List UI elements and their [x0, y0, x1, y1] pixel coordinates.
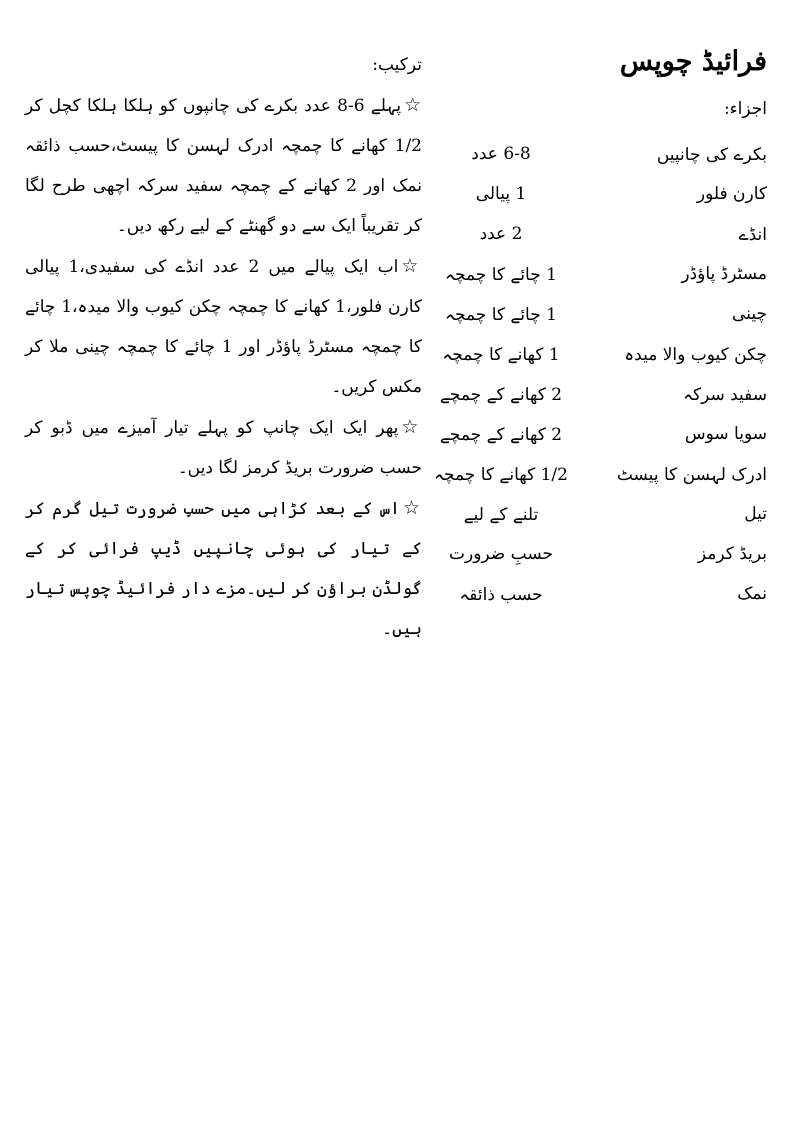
ingredient-name: چکن کیوب والا میدہ [624, 344, 767, 365]
star-bullet-icon: ☆ [401, 255, 423, 277]
method-step [25, 488, 422, 649]
ingredient-name: سویا سوس [684, 424, 767, 445]
method-heading: ترکیب: [372, 55, 422, 75]
ingredient-name: کارن فلور [696, 184, 767, 205]
method-step-text: اب ایک پیالے میں 2 عدد انڈے کی سفیدی،1 پیالی کارن فلور،1 کھانے کا چمچہ چکن کیوب والا میدہ،1 چائے کا چمچہ مسٹرڈ پاؤڈر اور 1 چائے کا چمچہ چینی ملا کر مکس کریں۔ [25, 257, 422, 397]
ingredient-quantity: 2 عدد [479, 224, 523, 245]
method-step-text: پہلے 6-8 عدد بکرے کی چانپوں کو ہلکا ہلکا کچل کر 1/2 کھانے کا چمچہ ادرک لہسن کا پیسٹ،حسب ذائقہ نمک اور 2 کھانے کے چمچہ سفید سرکہ اچھی طرح لگا کر تقریباً ایک سے دو گھنٹے کے لیے رکھ دیں۔ [25, 96, 422, 236]
ingredient-quantity: 1 کھانے کا چمچہ [442, 344, 560, 365]
ingredient-quantity: 6-8 عدد [471, 144, 531, 165]
ingredient-row [425, 214, 767, 254]
ingredient-name: ادرک لہسن کا پیسٹ [616, 464, 767, 485]
method-step [25, 246, 422, 407]
ingredient-quantity: 1 چائے کا چمچہ [445, 304, 557, 325]
ingredient-name: بریڈ کرمز [697, 544, 767, 565]
ingredient-quantity: حسب ذائقہ [459, 584, 543, 605]
ingredient-row [425, 374, 767, 414]
ingredient-name: انڈے [738, 224, 767, 245]
ingredient-row [425, 134, 767, 174]
ingredient-quantity: 1 چائے کا چمچہ [445, 264, 557, 285]
recipe-title: فرائیڈ چوپس [619, 46, 767, 77]
ingredient-name: مسٹرڈ پاؤڈر [681, 264, 767, 285]
ingredient-quantity: 1 پیالی [475, 184, 527, 205]
ingredient-row [425, 494, 767, 534]
ingredient-name: نمک [737, 584, 767, 605]
star-bullet-icon: ☆ [404, 94, 422, 116]
ingredient-row [425, 174, 767, 214]
ingredient-name: سفید سرکہ [683, 384, 767, 405]
ingredient-quantity: تلنے کے لیے [463, 504, 539, 525]
ingredients-column [425, 42, 767, 614]
method-step-text: اس کے بعد کڑاہی میں حسبِ ضرورت تیل گرم کر کے تیار کی ہوئی چانپیں ڈیپ فرائی کر کے گولڈن براؤن کر لیں۔مزے دار فرائیڈ چوپس تیار ہیں۔ [25, 499, 422, 639]
ingredient-quantity: 2 کھانے کے چمچے [439, 424, 563, 445]
ingredient-row [425, 454, 767, 494]
ingredient-row [425, 574, 767, 614]
star-bullet-icon: ☆ [403, 497, 422, 519]
method-column [25, 45, 422, 649]
ingredient-name: تیل [744, 504, 767, 525]
ingredient-row [425, 334, 767, 374]
star-bullet-icon: ☆ [401, 416, 422, 438]
method-step [25, 85, 422, 246]
ingredient-row [425, 254, 767, 294]
ingredient-name: چینی [732, 304, 767, 325]
ingredient-row [425, 534, 767, 574]
ingredient-quantity: 2 کھانے کے چمچے [439, 384, 563, 405]
ingredient-row [425, 294, 767, 334]
ingredient-quantity: 1/2 کھانے کا چمچہ [434, 464, 568, 485]
method-step-text: پھر ایک ایک چانپ کو پہلے تیار آمیزے میں ڈبو کر حسب ضرورت بریڈ کرمز لگا دیں۔ [25, 418, 422, 478]
ingredient-quantity: حسبِ ضرورت [448, 544, 553, 565]
method-step [25, 407, 422, 488]
ingredient-row [425, 414, 767, 454]
ingredient-name: بکرے کی چانپیں [656, 144, 767, 165]
ingredients-heading: اجزاء: [723, 99, 767, 120]
